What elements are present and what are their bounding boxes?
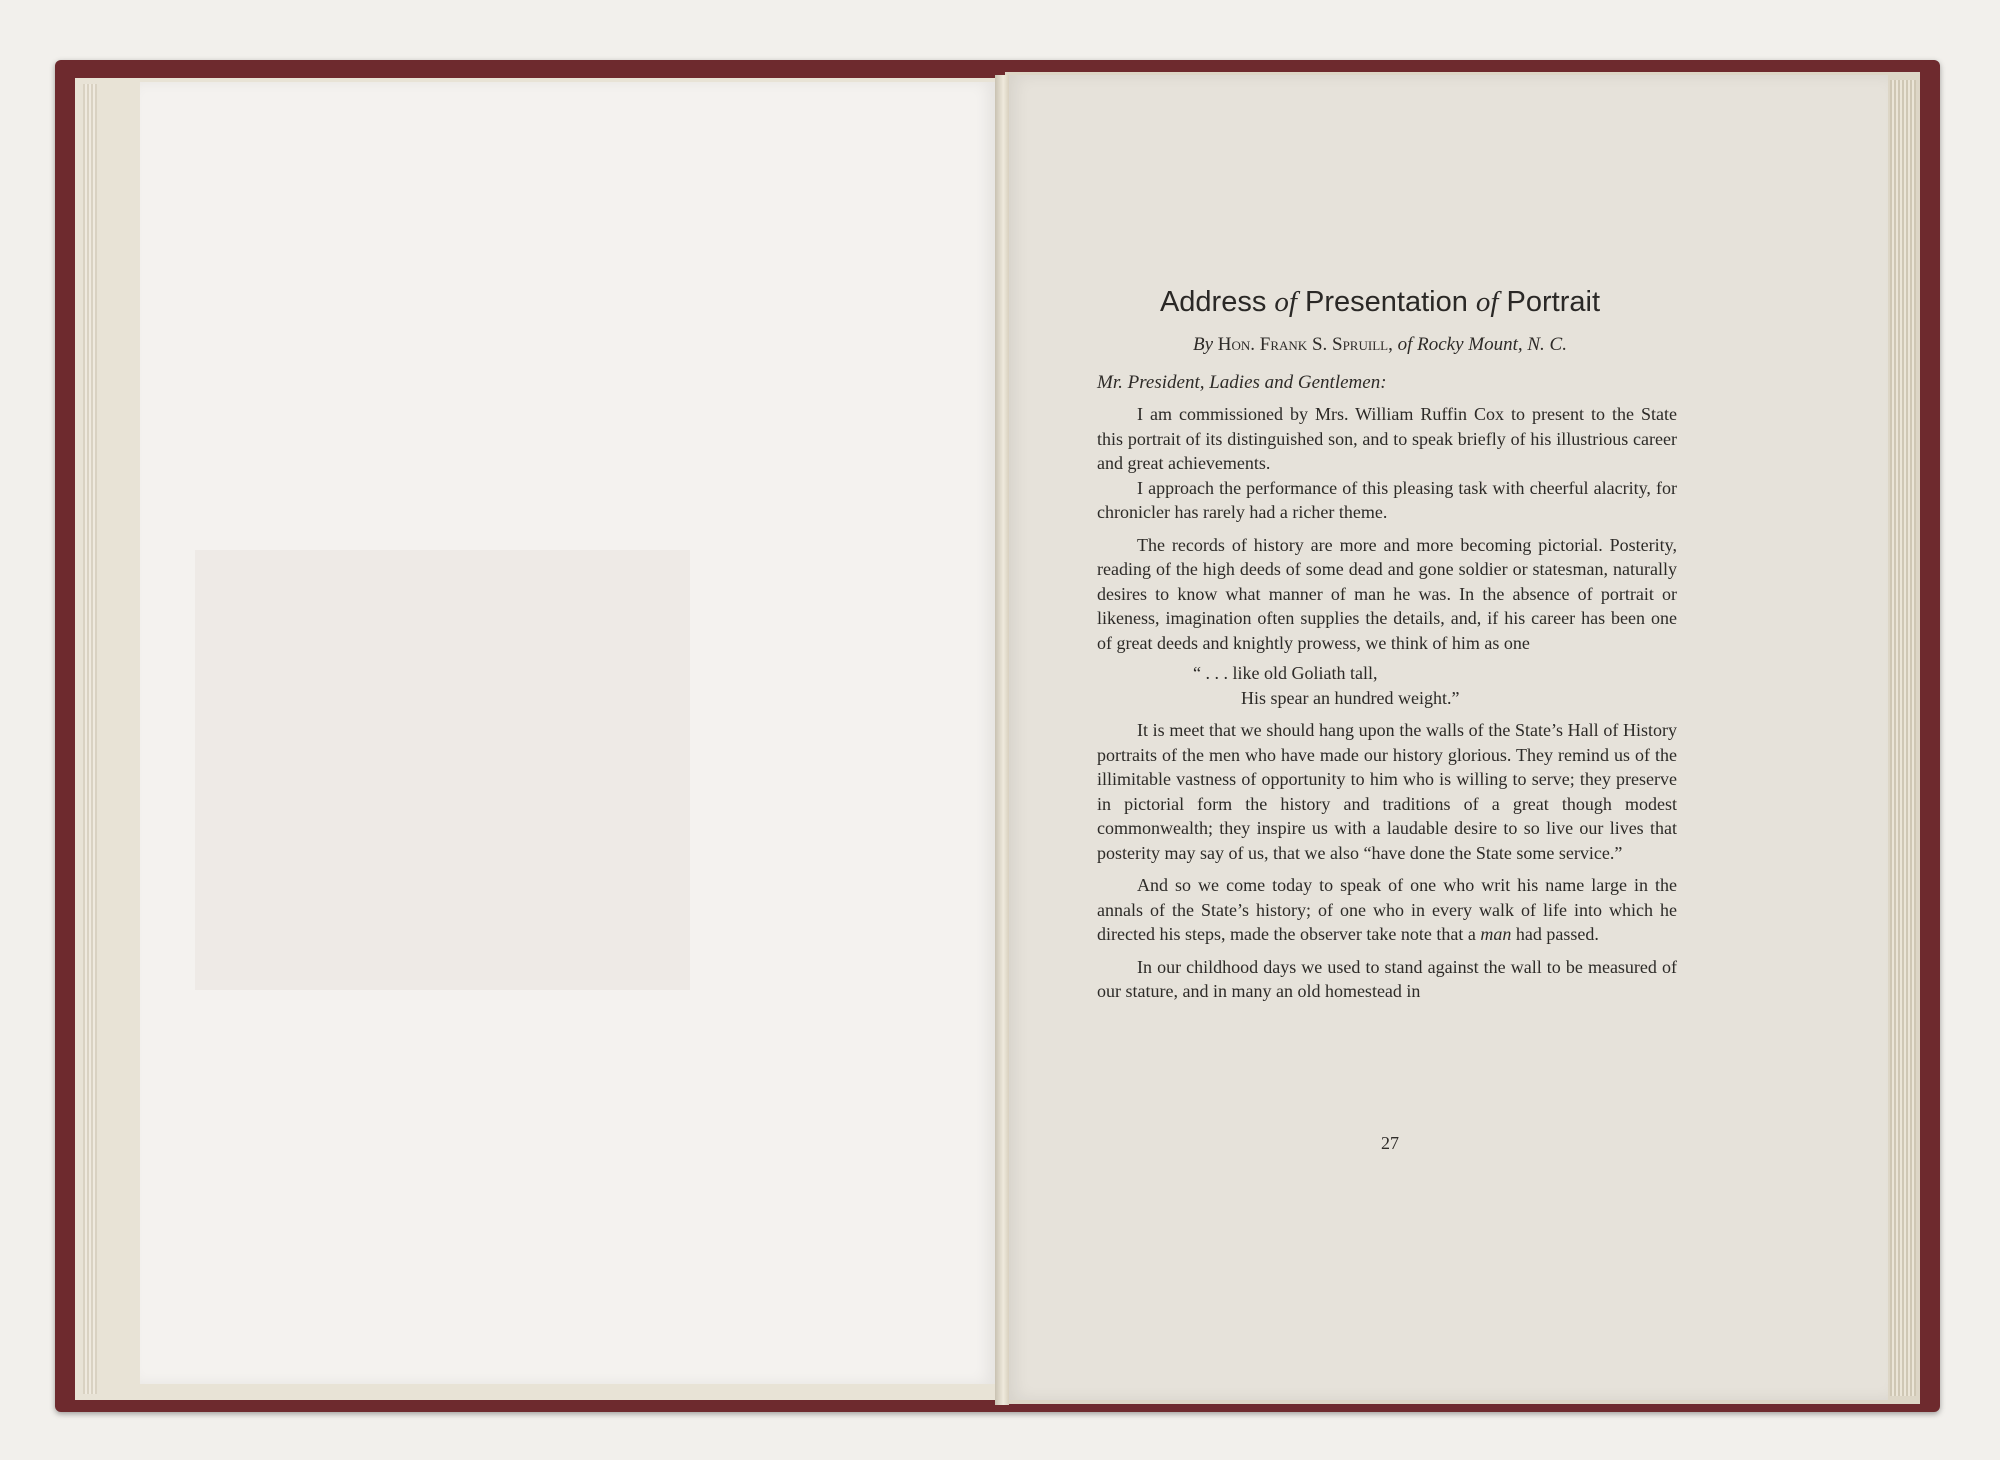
paragraph-5-after: had passed. — [1515, 924, 1599, 944]
quote-line-1: “ . . . like old Goliath tall, — [1193, 663, 1378, 683]
paragraph-2: I approach the performance of this pleasing task with cheerful alacrity, for chronicler has rarely had a richer theme. — [1097, 477, 1677, 522]
verse-quote — [1193, 661, 1677, 710]
title-of-2: of — [1475, 286, 1499, 318]
byline-name: Hon. Frank S. Spruill, — [1217, 334, 1393, 355]
paragraph-5 — [1097, 873, 1677, 947]
page-title — [1090, 286, 1670, 319]
paragraph-5-emphasis: man — [1480, 924, 1512, 944]
byline — [1090, 334, 1670, 356]
byline-by: By — [1193, 334, 1214, 355]
title-part-3: Portrait — [1506, 286, 1601, 318]
paragraph-4: It is meet that we should hang upon the walls of the State’s Hall of History portraits of the men who have made our history glorious. They remind us of the illimitable vastness of opportunity to him who is willing to serve; they preserve in pictorial form the history and traditions of a great though modest commonwealth; they inspire us with a laudable desire to so live our lives that posterity may say of us, that we also “have done the State some service.” — [1097, 720, 1677, 863]
title-part-1: Address — [1159, 286, 1267, 318]
paragraph-1: I am commissioned by Mrs. William Ruffin Cox to present to the State this portrait of its distinguished son, and to speak briefly of his illustrious career and great achievements. — [1097, 404, 1677, 473]
title-part-2: Presentation — [1305, 286, 1468, 318]
tissue-offset-mark — [195, 550, 690, 990]
paragraph-5-before: And so we come today to speak of one who writ his name large in the annals of the State’s history; of one who in every walk of life into which he directed his steps, made the observer take note that a — [1097, 875, 1677, 944]
paragraph-6: In our childhood days we used to stand against the wall to be measured of our stature, and in many an old homestead in — [1097, 956, 1677, 1001]
page-number: 27 — [1381, 1133, 1399, 1153]
book-gutter — [995, 75, 1009, 1405]
byline-place: of Rocky Mount, N. C. — [1397, 334, 1567, 355]
quote-line-2: His spear an hundred weight.” — [1241, 687, 1460, 708]
paragraph-3: The records of history are more and more becoming pictorial. Posterity, reading of the high deeds of some dead and gone soldier or statesman, naturally desires to know what manner of man he was. In the absence of portrait or likeness, imagination often supplies the details, and, if his career has been one of great deeds and knightly prowess, we think of him as one — [1097, 534, 1677, 653]
body-text — [1097, 402, 1677, 1004]
title-of-1: of — [1274, 286, 1297, 318]
salutation: Mr. President, Ladies and Gentlemen: — [1097, 372, 1387, 393]
